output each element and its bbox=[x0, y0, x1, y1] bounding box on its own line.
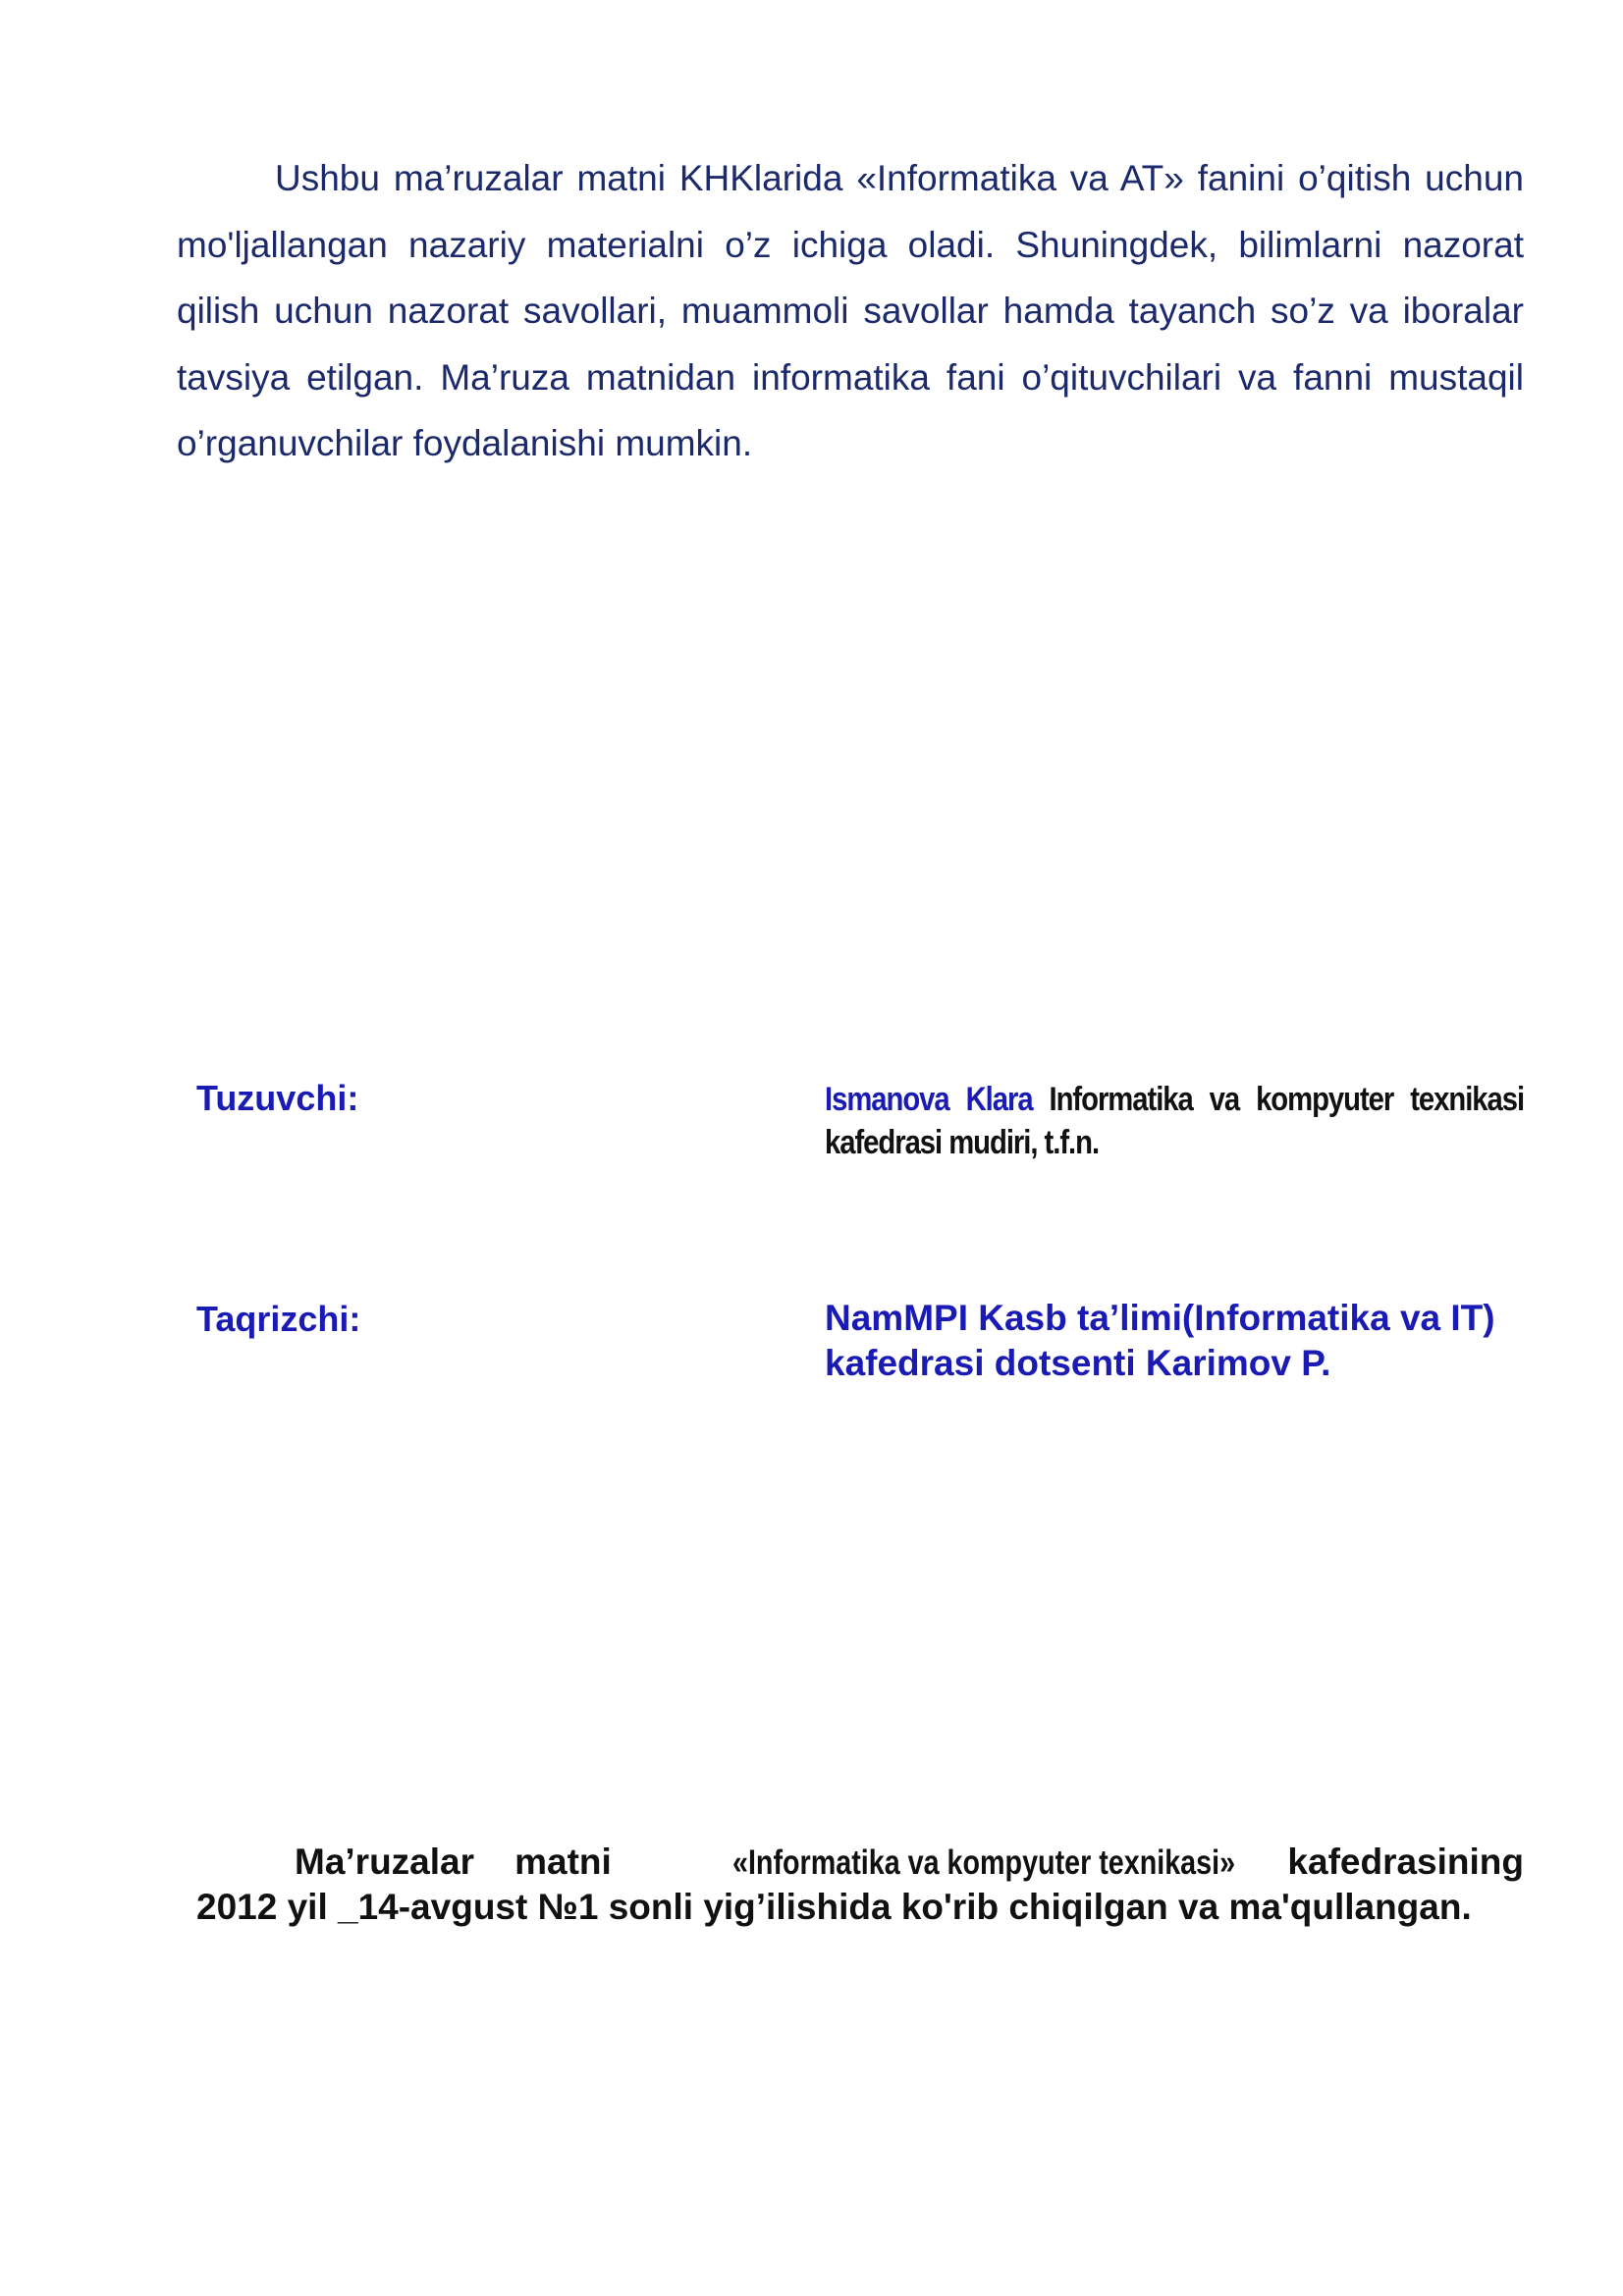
compiler-name: Ismanova Klara bbox=[825, 1081, 1033, 1118]
approval-department: «Informatika va kompyuter texnikasi» bbox=[731, 1843, 1235, 1882]
reviewer-info: NamMPI Kasb ta’limi(Informatika va IT) kafedrasi dotsenti Karimov P. bbox=[825, 1298, 1495, 1383]
approval-lead: Ma’ruzalar matni bbox=[295, 1842, 652, 1882]
compiler-info bbox=[825, 1078, 1524, 1164]
intro-paragraph: Ushbu ma’ruzalar matni KHKlarida «Informatika va AT» fanini o’qitish uchun mo'ljallangan nazariy materialni o’z ichiga oladi. Shuningdek, bilimlarni nazorat qilish uchun nazorat savollari, muammoli savollar hamda tayanch so’z va iboralar tavsiya etilgan. Ma’ruza matnidan informatika fani o’qituvchilari va fanni mustaqil o’rganuvchilar foydalanishi mumkin. bbox=[177, 158, 1524, 463]
compiler-label: Tuzuvchi: bbox=[196, 1078, 359, 1118]
reviewer-label: Taqrizchi: bbox=[196, 1299, 361, 1339]
compiler-position: Informatika va kompyuter texnikasi kafedrasi mudiri, t.f.n. bbox=[825, 1081, 1525, 1161]
approval-paragraph bbox=[196, 1840, 1524, 1929]
approval-rest: kafedrasining 2012 yil _14-avgust №1 sonli yig’ilishida ko'rib chiqilgan va ma'qullangan. bbox=[196, 1842, 1524, 1927]
